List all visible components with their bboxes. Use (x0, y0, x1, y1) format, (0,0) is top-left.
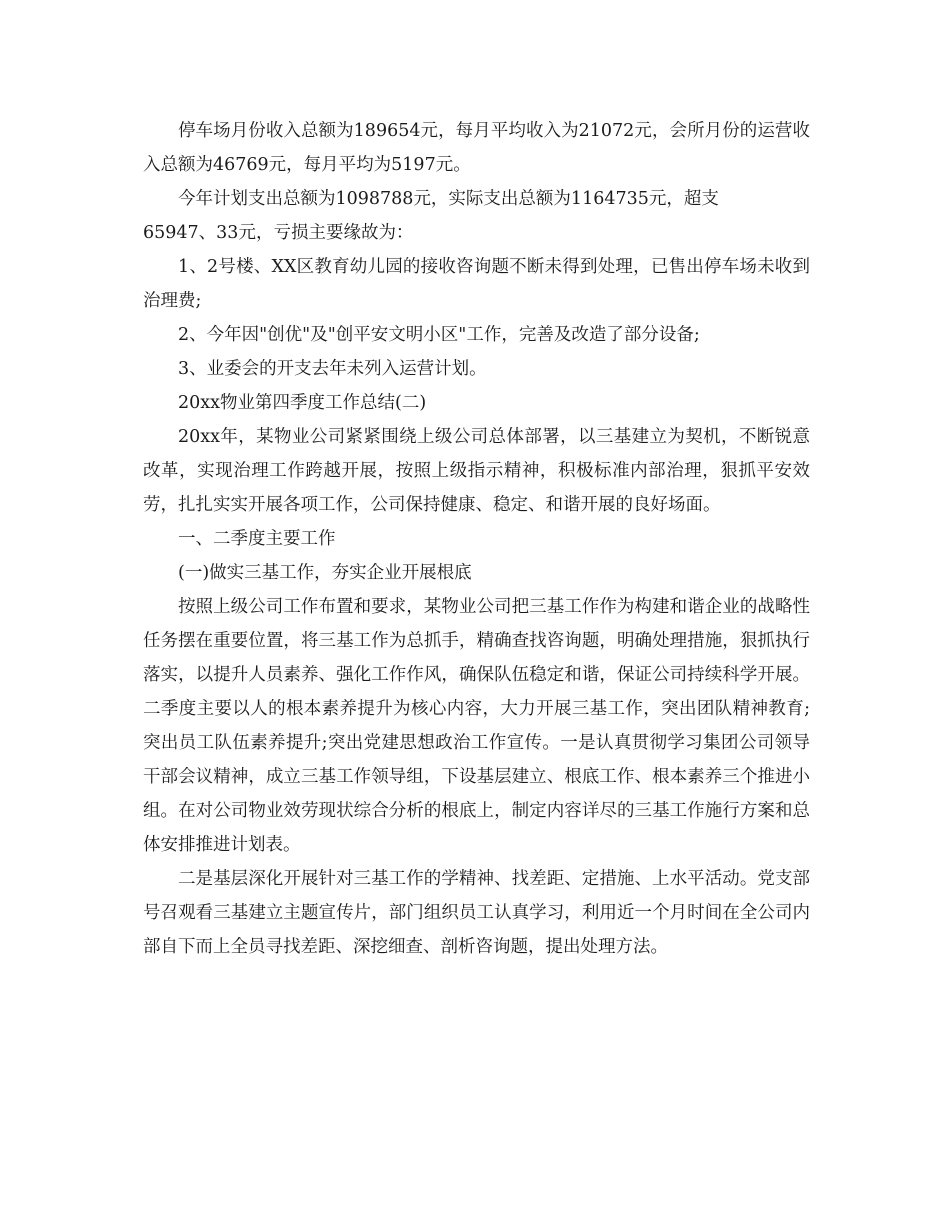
list-item-reason-2: 2、今年因"创优"及"创平安文明小区"工作，完善及改造了部分设备; (178, 325, 700, 345)
paragraph-intro: 20xx年，某物业公司紧紧围绕上级公司总体部署，以三基建立为契机，不断锐意改革，实现治理工作跨越开展，按照上级指示精神，积极标准内部治理，狠抓平安效劳，扎扎实实开展各项工作，公司保持健康、稳定、和谐开展的良好场面。 (143, 427, 810, 515)
paragraph-parking-income: 停车场月份收入总额为189654元，每月平均收入为21072元，会所月份的运营收入总额为46769元，每月平均为5197元。 (143, 121, 810, 175)
paragraph-expense-overrun: 65947、33元，亏损主要缘故为： (143, 223, 414, 243)
heading-main-work: 一、二季度主要工作 (178, 529, 336, 549)
list-item-reason-3: 3、业委会的开支去年未列入运营计划。 (178, 359, 487, 379)
section-title: 20xx物业第四季度工作总结(二) (178, 393, 427, 413)
paragraph-expense-total: 今年计划支出总额为1098788元，实际支出总额为1164735元，超支 (178, 189, 719, 209)
paragraph-three-basics-detail: 按照上级公司工作布置和要求，某物业公司把三基工作作为构建和谐企业的战略性任务摆在重要位置，将三基工作为总抓手，精确查找咨询题，明确处理措施，狠抓执行落实，以提升人员素养、强化工作作风，确保队伍稳定和谐，保证公司持续科学开展。二季度主要以人的根本素养提升为核心内容，大力开展三基工作，突出团队精神教育;突出员工队伍素养提升;突出党建思想政治工作宣传。一是认真贯彻学习集团公司领导干部会议精神，成立三基工作领导组，下设基层建立、根底工作、根本素养三个推进小组。在对公司物业效劳现状综合分析的根底上，制定内容详尽的三基工作施行方案和总体安排推进计划表。 (143, 597, 810, 855)
list-item-reason-1: 1、2号楼、XX区教育幼儿园的接收咨询题不断未得到处理，已售出停车场未收到治理费; (143, 257, 810, 311)
document-body (143, 114, 810, 964)
subheading-three-basics: (一)做实三基工作，夯实企业开展根底 (178, 563, 472, 583)
paragraph-grassroots-activity: 二是基层深化开展针对三基工作的学精神、找差距、定措施、上水平活动。党支部号召观看三基建立主题宣传片，部门组织员工认真学习，利用近一个月时间在全公司内部自下而上全员寻找差距、深挖细查、剖析咨询题，提出处理方法。 (143, 869, 810, 957)
